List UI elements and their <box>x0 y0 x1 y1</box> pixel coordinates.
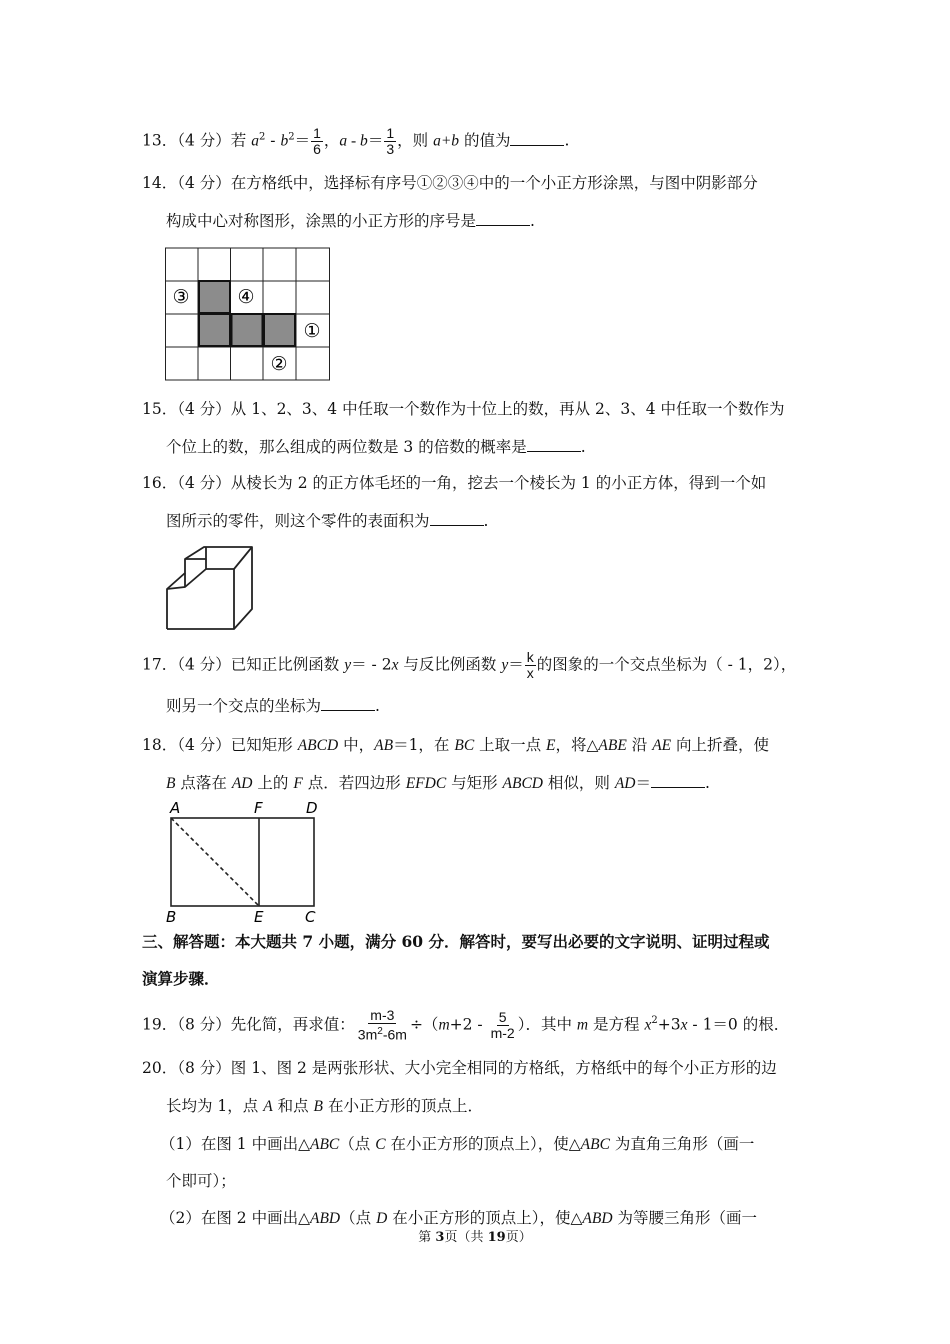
label-1: ① <box>303 320 321 342</box>
label-4: ④ <box>237 286 255 308</box>
q18-line1: 18．（4 分）已知矩形 ABCD 中，AB＝1，在 BC 上取一点 E，将△ABE 沿 AE 向上折叠，使 <box>142 736 770 754</box>
q17-line1: 17．（4 分）已知正比例函数 y＝ - 2x 与反比例函数 y＝ $\frac{k}{x}$ 的图象的一个交点坐标为（ - 1，2）， <box>142 649 797 681</box>
label-3: ③ <box>172 286 190 308</box>
answer-blank <box>321 696 375 711</box>
q20-part2-line1: （2）在图 2 中画出△ABD（点 D 在小正方形的顶点上），使△ABD 为等腰三角形（画一 <box>160 1209 757 1227</box>
answer-blank <box>527 437 581 452</box>
fraction-5-over-m2: $\frac{5}{m-2}$ <box>490 1008 515 1041</box>
q19-line: 19．（8 分）先化简，再求值： $\frac{m-3}{3m^2-6m}$ ÷（m+2 - $\frac{5}{m-2}$ ）．其中 m 是方程 $x^2+3x - 1=0$ 的根． <box>142 1007 790 1043</box>
answer-blank <box>651 773 705 788</box>
q14-line1: 14．（4 分）在方格纸中，选择标有序号①②③④中的一个小正方形涂黑，与图中阴影部分 <box>142 174 758 192</box>
shaded-square <box>264 314 295 346</box>
shaded-square <box>199 314 230 346</box>
point-label-b: B <box>166 908 177 926</box>
shaded-square <box>232 314 263 346</box>
section-3-heading-cont: 演算步骤． <box>142 969 220 988</box>
section-3-heading: 三、解答题：本大题共 7 小题，满分 60 分．解答时，要写出必要的文字说明、证明过程或 <box>142 932 770 951</box>
point-label-d: D <box>306 799 318 817</box>
answer-blank <box>476 211 530 226</box>
q15-line1: 15．（4 分）从 1、2、3、4 中任取一个数作为十位上的数，再从 2、3、4 中任取一个数作为 <box>142 400 785 418</box>
q16-line1: 16．（4 分）从棱长为 2 的正方体毛坯的一角，挖去一个棱长为 1 的小正方体，得到一个如 <box>142 474 767 492</box>
fold-line-ae <box>171 818 259 906</box>
point-label-e: E <box>254 908 264 926</box>
q14-line2: 构成中心对称图形，涂黑的小正方形的序号是 . <box>166 212 535 230</box>
point-label-a: A <box>170 799 181 817</box>
q17-line2: 则另一个交点的坐标为 . <box>166 697 380 715</box>
q14-grid-figure <box>164 246 334 384</box>
fraction-1-3: $\frac{1}{3}$ <box>386 125 395 157</box>
shaded-square <box>199 281 230 313</box>
q16-line2: 图所示的零件，则这个零件的表面积为 . <box>166 512 489 530</box>
q18-rectangle-figure <box>164 798 324 926</box>
answer-blank <box>510 131 564 146</box>
q18-line2: B 点落在 AD 上的 F 点．若四边形 EFDC 与矩形 ABCD 相似，则 AD＝ . <box>166 774 710 792</box>
page-footer: 第 3页（共 19页） <box>418 1230 532 1245</box>
q16-cube-figure <box>164 545 256 633</box>
answer-blank <box>430 511 484 526</box>
q20-line1: 20．（8 分）图 1、图 2 是两张形状、大小完全相同的方格纸，方格纸中的每个小正方形的边 <box>142 1059 777 1077</box>
point-label-f: F <box>254 799 263 817</box>
fraction-k-x: $\frac{k}{x}$ <box>526 649 534 681</box>
q20-part1-line2: 个即可）； <box>166 1172 236 1190</box>
label-2: ② <box>270 353 288 375</box>
fraction-m3-over-3m2-6m: $\frac{m-3}{3m^2-6m}$ <box>357 1007 407 1043</box>
q15-line2: 个位上的数，那么组成的两位数是 3 的倍数的概率是 . <box>166 438 586 456</box>
q20-line2: 长均为 1，点 A 和点 B 在小正方形的顶点上． <box>166 1097 483 1115</box>
q13-line: 13．（4 分）若 $a^2 - b^2=$ $\frac{1}{6}$ ，a - b＝ $\frac{1}{3}$ ，则 a+b 的值为 . <box>142 125 570 157</box>
rectangle-abcd <box>171 818 314 906</box>
q20-part1-line1: （1）在图 1 中画出△ABC（点 C 在小正方形的顶点上），使△ABC 为直角三角形（画一 <box>160 1135 755 1153</box>
fraction-1-6: $\frac{1}{6}$ <box>313 125 321 157</box>
point-label-c: C <box>305 908 316 926</box>
